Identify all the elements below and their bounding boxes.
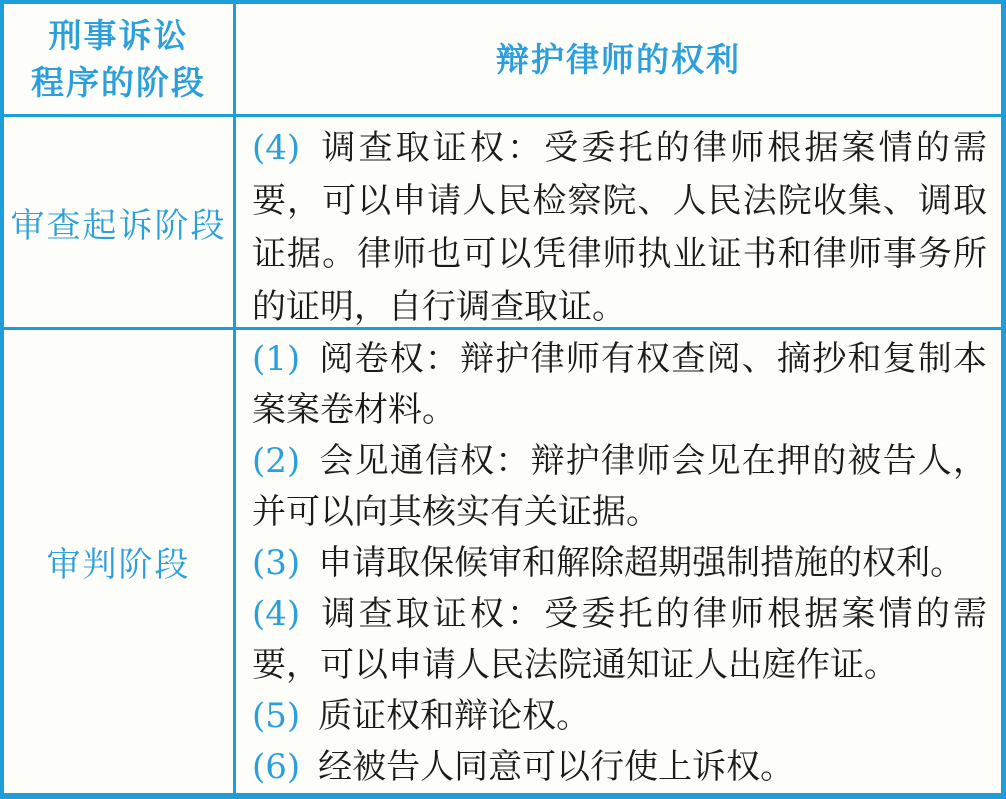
header-rights-label: 辩护律师的权利	[496, 39, 741, 79]
item-text: 申请取保候审和解除超期强制措施的权利。	[318, 543, 965, 583]
rights-item	[252, 436, 987, 538]
rights-item	[252, 122, 987, 330]
rights-item	[252, 742, 987, 793]
header-stage-column	[4, 4, 236, 117]
item-text: 经被告人同意可以行使上诉权。	[318, 747, 795, 787]
stage-cell-trial	[4, 330, 236, 793]
rights-cell-examination	[236, 117, 1001, 330]
item-marker: (5)	[252, 696, 301, 736]
item-marker: (4)	[252, 128, 301, 168]
item-text: 阅卷权：辩护律师有权查阅、摘抄和复制本案案卷材料。	[252, 339, 987, 430]
rights-item	[252, 589, 987, 691]
item-text: 调查取证权：受委托的律师根据案情的需要，可以申请人民法院通知证人出庭作证。	[252, 594, 987, 685]
stage-cell-examination	[4, 117, 236, 330]
rights-item	[252, 334, 987, 436]
rights-cell-trial	[236, 330, 1001, 793]
item-marker: (6)	[252, 747, 301, 787]
rights-item	[252, 538, 987, 589]
stage-label-examination: 审查起诉阶段	[10, 205, 227, 246]
item-text: 会见通信权：辩护律师会见在押的被告人，并可以向其核实有关证据。	[252, 441, 987, 532]
item-marker: (1)	[252, 339, 301, 379]
rights-item	[252, 691, 987, 742]
header-rights-column	[236, 4, 1001, 117]
item-marker: (4)	[252, 594, 301, 634]
stage-label-trial: 审判阶段	[46, 545, 191, 585]
item-marker: (3)	[252, 543, 301, 583]
item-text: 调查取证权：受委托的律师根据案情的需要，可以申请人民检察院、人民法院收集、调取证据。律师也可以凭律师执业证书和律师事务所的证明，自行调查取证。	[252, 128, 987, 327]
item-text: 质证权和辩论权。	[318, 696, 591, 736]
header-stage-line2: 程序的阶段	[31, 63, 206, 102]
header-stage-line1: 刑事诉讼	[48, 16, 189, 55]
item-marker: (2)	[252, 441, 301, 481]
